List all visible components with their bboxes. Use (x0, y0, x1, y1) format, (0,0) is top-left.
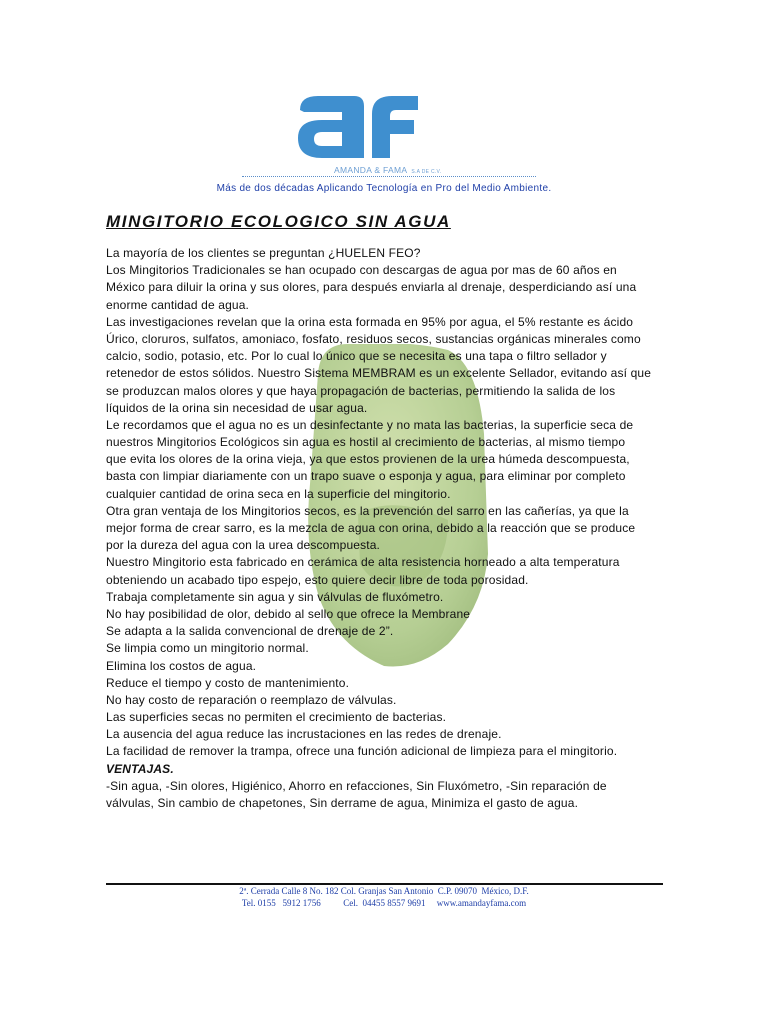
ventajas-line: -Sin agua, -Sin olores, Higiénico, Ahorro en refacciones, Sin Fluxómetro, -Sin reparación de (106, 778, 607, 793)
tagline: Más de dos décadas Aplicando Tecnología en Pro del Medio Ambiente. (216, 183, 552, 194)
footer-contact: Tel. 0155 5912 1756 Cel. 04455 8557 9691 www.amandayfama.com (241, 897, 527, 908)
brand-suffix: S.A DE C.V. (411, 169, 442, 175)
body-line: México para diluir la orina y sus olores, para después enviarla al drenaje, desperdiciando así una (106, 280, 637, 295)
body-line: Se limpia como un mingitorio normal. (106, 641, 309, 656)
body-line: Elimina los costos de agua. (106, 658, 257, 673)
body-line: por la dureza del agua con la urea descompuesta. (106, 538, 381, 553)
body-line: No hay costo de reparación o reemplazo de válvulas. (106, 692, 397, 707)
body-line: Reduce el tiempo y costo de mantenimiento. (106, 675, 350, 690)
body-line: Se adapta a la salida convencional de drenaje de 2”. (106, 624, 394, 639)
body-line: La facilidad de remover la trampa, ofrece una función adicional de limpieza para el mingitorio. (106, 744, 618, 759)
body-line: enorme cantidad de agua. (106, 297, 250, 312)
footer-divider (106, 883, 663, 885)
body-line: se produzcan malos olores y que haya propagación de bacterias, permitiendo la salida de los (106, 383, 616, 398)
document-title: MINGITORIO ECOLOGICO SIN AGUA (106, 212, 451, 231)
body-line: Nuestro Mingitorio esta fabricado en cerámica de alta resistencia horneado a alta temperatura (106, 555, 620, 570)
brand-name: AMANDA & FAMA S.A DE C.V. (334, 165, 442, 175)
body-line: Otra gran ventaja de los Mingitorios secos, es la prevención del sarro en las cañerías, ya que la (106, 503, 629, 518)
body-line: nuestros Mingitorios Ecológicos sin agua es hostil al crecimiento de bacterias, al mismo tiempo (106, 435, 626, 450)
body-line: basta con limpiar diariamente con un trapo suave o esponja y agua, para eliminar por completo (106, 469, 626, 484)
body-line: líquidos de la orina sin necesidad de usar agua. (106, 400, 368, 415)
body-line: calcio, sodio, potasio, etc. Por lo cual lo único que se necesita es una tapa o filtro sellador y (106, 349, 607, 364)
body-line: Trabaja completamente sin agua y sin válvulas de fluxómetro. (106, 589, 444, 604)
body-line: retenedor de estos sólidos. Nuestro Sistema MEMBRAM es un excelente Sellador, evitando así que (106, 366, 652, 381)
body-line: Los Mingitorios Tradicionales se han ocupado con descargas de agua por mas de 60 años en (106, 263, 617, 278)
body-line: Úrico, cloruros, sulfatos, amoniaco, fosfato, residuos secos, sustancias orgánicas minerales como (106, 331, 641, 346)
body-line: Las superficies secas no permiten el crecimiento de bacterias. (106, 710, 447, 725)
body-line: mejor forma de crear sarro, es la mezcla de agua con orina, debido a la reacción que se produce (106, 521, 636, 535)
footer-address: 2ª. Cerrada Calle 8 No. 182 Col. Granjas San Antonio C.P. 09070 México, D.F. (239, 886, 529, 896)
ventajas-line: válvulas, Sin cambio de chapetones, Sin derrame de agua, Minimiza el gasto de agua. (106, 796, 579, 810)
footer (0, 886, 768, 909)
document-body (106, 245, 666, 812)
body-line: La ausencia del agua reduce las incrustaciones en las redes de drenaje. (106, 727, 502, 742)
ventajas-heading: VENTAJAS. (106, 761, 174, 776)
body-line: Las investigaciones revelan que la orina esta formada en 95% por agua, el 5% restante es ácido (106, 314, 634, 329)
body-line: No hay posibilidad de olor, debido al sello que ofrece la Membrane (106, 606, 471, 621)
body-line: obteniendo un acabado tipo espejo, esto quiere decir libre de toda porosidad. (106, 572, 529, 587)
logo-divider (242, 176, 536, 177)
body-line: Le recordamos que el agua no es un desinfectante y no mata las bacterias, la superficie seca de (106, 417, 634, 432)
body-line: La mayoría de los clientes se preguntan ¿HUELEN FEO? (106, 246, 421, 260)
body-line: cualquier cantidad de orina seca en la superficie del mingitorio. (106, 486, 451, 501)
body-line: que evita los olores de la orina vieja, ya que estos provienen de la urea húmeda descompuesta, (106, 452, 630, 467)
